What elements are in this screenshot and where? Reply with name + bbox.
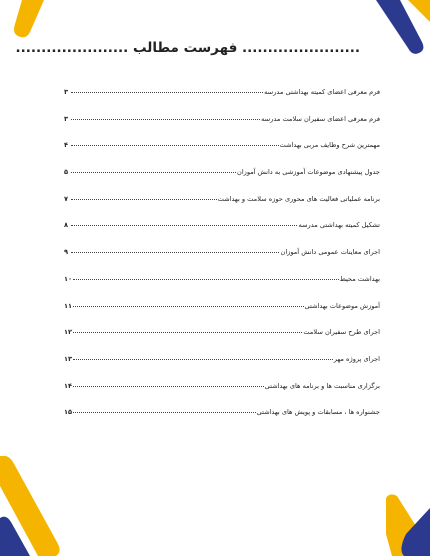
toc-entry[interactable]: [64, 88, 380, 115]
toc-entry-page-number: ۳: [64, 88, 69, 96]
toc-entry-page-number: ۱۳: [64, 354, 73, 363]
toc-dot-leader: [73, 359, 333, 360]
toc-entry-title: جدول پیشنهادی موضوعات آموزشی به دانش آموزان: [236, 168, 380, 177]
page-title: ....................... فهرست مطالب ......................: [15, 40, 360, 56]
toc-entry[interactable]: [64, 302, 380, 329]
toc-dot-leader: [71, 119, 260, 120]
toc-entry-title: برنامه عملیاتی فعالیت های محوری حوزه سلامت و بهداشت: [217, 194, 380, 203]
toc-dot-leader: [71, 92, 263, 93]
toc-entry-page-number: ۱۱: [64, 301, 73, 310]
toc-entry[interactable]: [64, 195, 380, 222]
toc-dot-leader: [73, 332, 302, 333]
toc-dot-leader: [71, 252, 279, 253]
toc-dot-leader: [71, 145, 279, 146]
toc-entry[interactable]: [64, 141, 380, 168]
toc-dot-leader: [71, 199, 217, 200]
toc-entry-title: فرم معرفی اعضای سفیران سلامت مدرسه: [261, 114, 380, 123]
toc-entry-page-number: ۴: [64, 141, 69, 150]
toc-entry-title: مهمترین شرح وظایف مربی بهداشت: [279, 141, 380, 150]
toc-entry-title: برگزاری مناسبت ها و برنامه های بهداشتی: [264, 381, 380, 390]
toc-entry[interactable]: [64, 248, 380, 275]
toc-entry-page-number: ۱۰: [64, 274, 73, 283]
top-right-corner-decoration: [370, 0, 430, 60]
toc-entry-title: اجرای پروژه مهر: [333, 354, 380, 363]
bottom-right-corner-decoration: [380, 494, 430, 556]
toc-entry-page-number: ۷: [64, 194, 69, 203]
toc-entry[interactable]: [64, 382, 380, 409]
toc-entry-page-number: ۱۴: [64, 381, 73, 390]
toc-entry[interactable]: [64, 221, 380, 248]
toc-dot-leader: [73, 279, 339, 280]
table-of-contents: [64, 88, 380, 435]
toc-entry[interactable]: [64, 115, 380, 142]
toc-entry-title: اجرای معاینات عمومی دانش آموزان: [280, 248, 380, 257]
toc-entry[interactable]: [64, 275, 380, 302]
toc-entry-title: جشنواره ها ، مسابقات و پویش های بهداشتی: [256, 408, 380, 417]
toc-dot-leader: [73, 306, 303, 307]
toc-entry-page-number: ۸: [64, 221, 69, 230]
toc-entry-page-number: ۹: [64, 248, 69, 257]
toc-entry-title: فرم معرفی اعضای کمیته بهداشتی مدرسه: [264, 88, 380, 96]
toc-entry-title: تشکیل کمیته بهداشتی مدرسه: [298, 221, 380, 230]
toc-entry-title: اجرای طرح سفیران سلامت: [303, 328, 380, 337]
toc-entry-title: بهداشت محیط: [339, 274, 380, 283]
toc-entry-page-number: ۵: [64, 168, 69, 177]
toc-entry[interactable]: [64, 168, 380, 195]
toc-dot-leader: [73, 412, 256, 413]
toc-entry[interactable]: [64, 408, 380, 435]
toc-entry-page-number: ۱۲: [64, 328, 73, 337]
toc-dot-leader: [71, 225, 297, 226]
bottom-left-corner-decoration: [0, 456, 64, 556]
toc-dot-leader: [71, 172, 236, 173]
toc-entry-page-number: ۱۵: [64, 408, 73, 417]
toc-entry-title: آموزش موضوعات بهداشتی: [304, 301, 380, 310]
toc-entry[interactable]: [64, 328, 380, 355]
toc-dot-leader: [73, 386, 264, 387]
toc-entry[interactable]: [64, 355, 380, 382]
toc-entry-page-number: ۳: [64, 114, 69, 123]
